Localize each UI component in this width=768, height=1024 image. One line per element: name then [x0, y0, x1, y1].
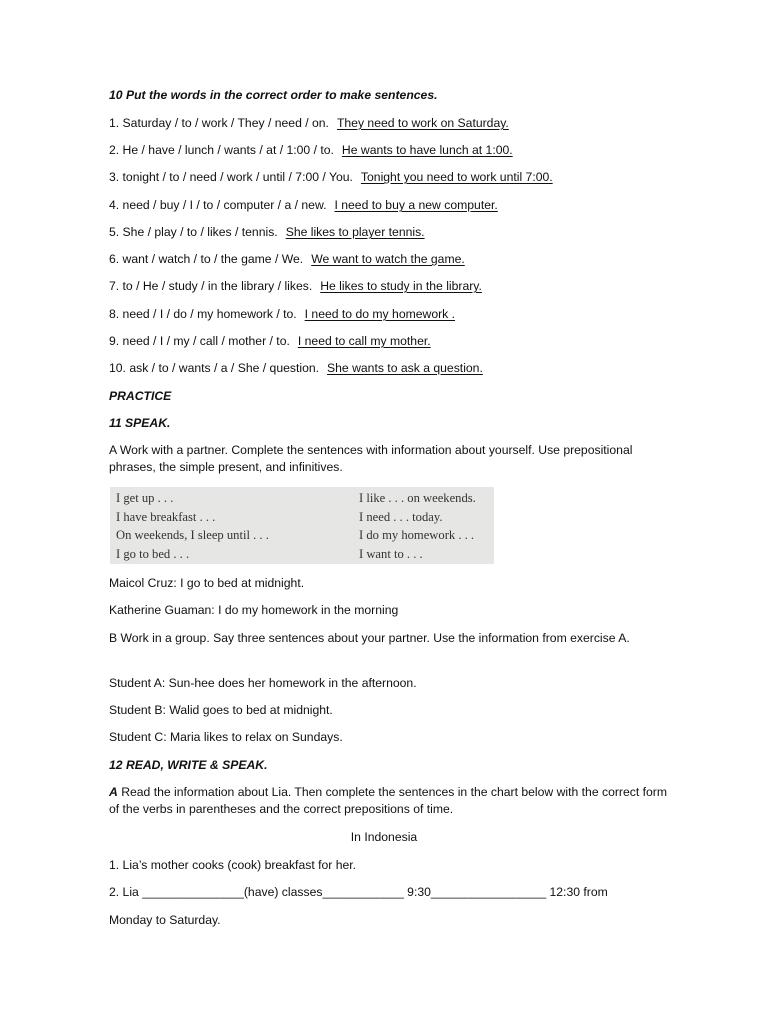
- exercise-10-item-6: [109, 251, 465, 267]
- student-a-sentence: Student A: Sun-hee does her homework in the afternoon.: [109, 676, 417, 690]
- starter-right-3: I do my homework . . .: [359, 528, 475, 542]
- item-prompt: 10. ask / to / wants / a / She / question.: [109, 361, 320, 375]
- lia-sentence-2: 2. Lia _______________(have) classes____________ 9:30_________________ 12:30 from: [109, 885, 608, 899]
- answer-maicol: Maicol Cruz: I go to bed at midnight.: [109, 576, 305, 590]
- exercise-11-title: 11 SPEAK.: [109, 416, 171, 430]
- starter-left-4: I go to bed . . .: [116, 547, 190, 561]
- item-answer: He wants to have lunch at 1:00.: [341, 143, 513, 157]
- item-prompt: 5. She / play / to / likes / tennis.: [109, 225, 278, 239]
- answer-katherine: Katherine Guaman: I do my homework in the morning: [109, 603, 399, 617]
- student-b-sentence: Student B: Walid goes to bed at midnight.: [109, 703, 333, 717]
- starter-right-2: I need . . . today.: [359, 510, 443, 524]
- lia-sentence-1: 1. Lia’s mother cooks (cook) breakfast for her.: [109, 858, 357, 872]
- item-prompt: 2. He / have / lunch / wants / at / 1:00 / to.: [109, 143, 334, 157]
- exercise-10-item-3: [109, 169, 553, 185]
- starter-left-2: I have breakfast . . .: [116, 510, 216, 524]
- starter-right-1: I like . . . on weekends.: [359, 491, 476, 505]
- item-answer: He likes to study in the library.: [320, 279, 482, 293]
- starter-left-1: I get up . . .: [116, 491, 174, 505]
- item-answer: I need to do my homework .: [304, 307, 456, 321]
- student-c-sentence: Student C: Maria likes to relax on Sundays.: [109, 730, 343, 744]
- exercise-10-item-4: [109, 197, 498, 213]
- item-prompt: 8. need / I / do / my homework / to.: [109, 307, 297, 321]
- exercise-12-instruction: [109, 784, 669, 818]
- starter-left-3: On weekends, I sleep until . . .: [116, 528, 269, 542]
- item-prompt: 4. need / buy / I / to / computer / a / new.: [109, 198, 327, 212]
- exercise-10-title: 10 Put the words in the correct order to make sentences.: [109, 88, 438, 102]
- instruction-text: Read the information about Lia. Then complete the sentences in the chart below with the correct form of the verbs in parentheses and the correct prepositions of time.: [109, 785, 668, 816]
- item-answer: We want to watch the game.: [311, 252, 465, 266]
- starter-right-4: I want to . . .: [359, 547, 423, 561]
- exercise-10-item-10: [109, 360, 483, 376]
- item-answer: She wants to ask a question.: [327, 361, 483, 375]
- exercise-10-item-8: [109, 306, 455, 322]
- exercise-10-item-1: [109, 115, 509, 131]
- exercise-10-item-7: [109, 278, 482, 294]
- exercise-11-instruction-a: A Work with a partner. Complete the sentences with information about yourself. Use prepositional phrases, the simple present, and infinitives.: [109, 443, 633, 474]
- exercise-11-instruction-b: B Work in a group. Say three sentences about your partner. Use the information from exercise A.: [109, 631, 630, 645]
- item-answer: I need to call my mother.: [297, 334, 431, 348]
- chart-heading: In Indonesia: [350, 830, 418, 844]
- item-answer: I need to buy a new computer.: [334, 198, 498, 212]
- item-prompt: 1. Saturday / to / work / They / need / on.: [109, 116, 329, 130]
- item-answer: They need to work on Saturday.: [336, 116, 509, 130]
- instruction-letter: A: [109, 785, 118, 799]
- practice-heading: PRACTICE: [109, 389, 172, 403]
- exercise-10-item-9: [109, 333, 431, 349]
- item-prompt: 6. want / watch / to / the game / We.: [109, 252, 304, 266]
- item-answer: She likes to player tennis.: [285, 225, 425, 239]
- lia-sentence-2-continued: Monday to Saturday.: [109, 913, 221, 927]
- exercise-12-title: 12 READ, WRITE & SPEAK.: [109, 758, 268, 772]
- item-answer: Tonight you need to work until 7:00.: [360, 170, 553, 184]
- sentence-starter-box: [110, 487, 494, 564]
- item-prompt: 7. to / He / study / in the library / likes.: [109, 279, 313, 293]
- exercise-10-item-5: [109, 224, 425, 240]
- item-prompt: 9. need / I / my / call / mother / to.: [109, 334, 290, 348]
- exercise-10-item-2: [109, 142, 513, 158]
- item-prompt: 3. tonight / to / need / work / until / 7:00 / You.: [109, 170, 353, 184]
